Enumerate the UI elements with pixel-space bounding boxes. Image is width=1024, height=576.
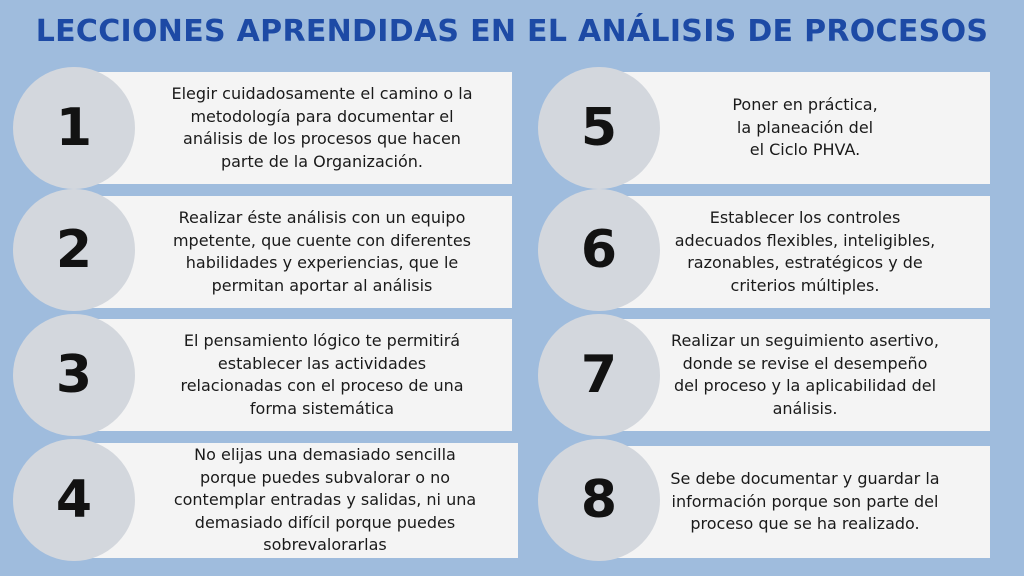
lesson-card-4	[92, 443, 518, 558]
lesson-number-badge	[538, 439, 660, 561]
lesson-number-badge	[13, 314, 135, 436]
lesson-number: 7	[580, 345, 618, 405]
lesson-text: Realizar un seguimiento asertivo, donde se revise el desempeño del proceso y la aplicabilidad del análisis.	[671, 331, 939, 418]
lesson-text: Poner en práctica, la planeación del el Ciclo PHVA.	[732, 95, 878, 160]
lesson-card-1	[92, 72, 512, 184]
lesson-number: 2	[55, 220, 93, 280]
lesson-number-badge	[538, 67, 660, 189]
lesson-number: 8	[580, 470, 618, 530]
lesson-number: 6	[580, 220, 618, 280]
lesson-number-badge	[13, 189, 135, 311]
lesson-number-badge	[538, 189, 660, 311]
lesson-text: Realizar éste análisis con un equipo mpetente, que cuente con diferentes habilidades y experiencias, que le permitan aportar al análisis	[172, 208, 472, 295]
lesson-card-3	[92, 319, 512, 431]
lesson-number-badge	[538, 314, 660, 436]
lesson-text: El pensamiento lógico te permitirá establecer las actividades relacionadas con el proceso de una forma sistemática	[180, 331, 464, 418]
lesson-text: Establecer los controles adecuados flexibles, inteligibles, razonables, estratégicos y de criterios múltiples.	[674, 208, 936, 295]
lesson-number: 4	[55, 470, 93, 530]
lesson-number: 5	[580, 98, 618, 158]
lesson-text: Elegir cuidadosamente el camino o la metodología para documentar el análisis de los procesos que hacen parte de la Organización.	[171, 84, 473, 171]
page-title: LECCIONES APRENDIDAS EN EL ANÁLISIS DE PROCESOS	[35, 14, 989, 49]
lesson-number-badge	[13, 439, 135, 561]
lesson-text: Se debe documentar y guardar la información porque son parte del proceso que se ha realizado.	[670, 469, 940, 534]
lesson-number-badge	[13, 67, 135, 189]
lesson-text: No elijas una demasiado sencilla porque puedes subvalorar o no contemplar entradas y salidas, ni una demasiado difícil porque puedes sobrevalorarlas	[173, 445, 477, 555]
lesson-number: 3	[55, 345, 93, 405]
lesson-number: 1	[55, 98, 93, 158]
lesson-card-2	[92, 196, 512, 308]
